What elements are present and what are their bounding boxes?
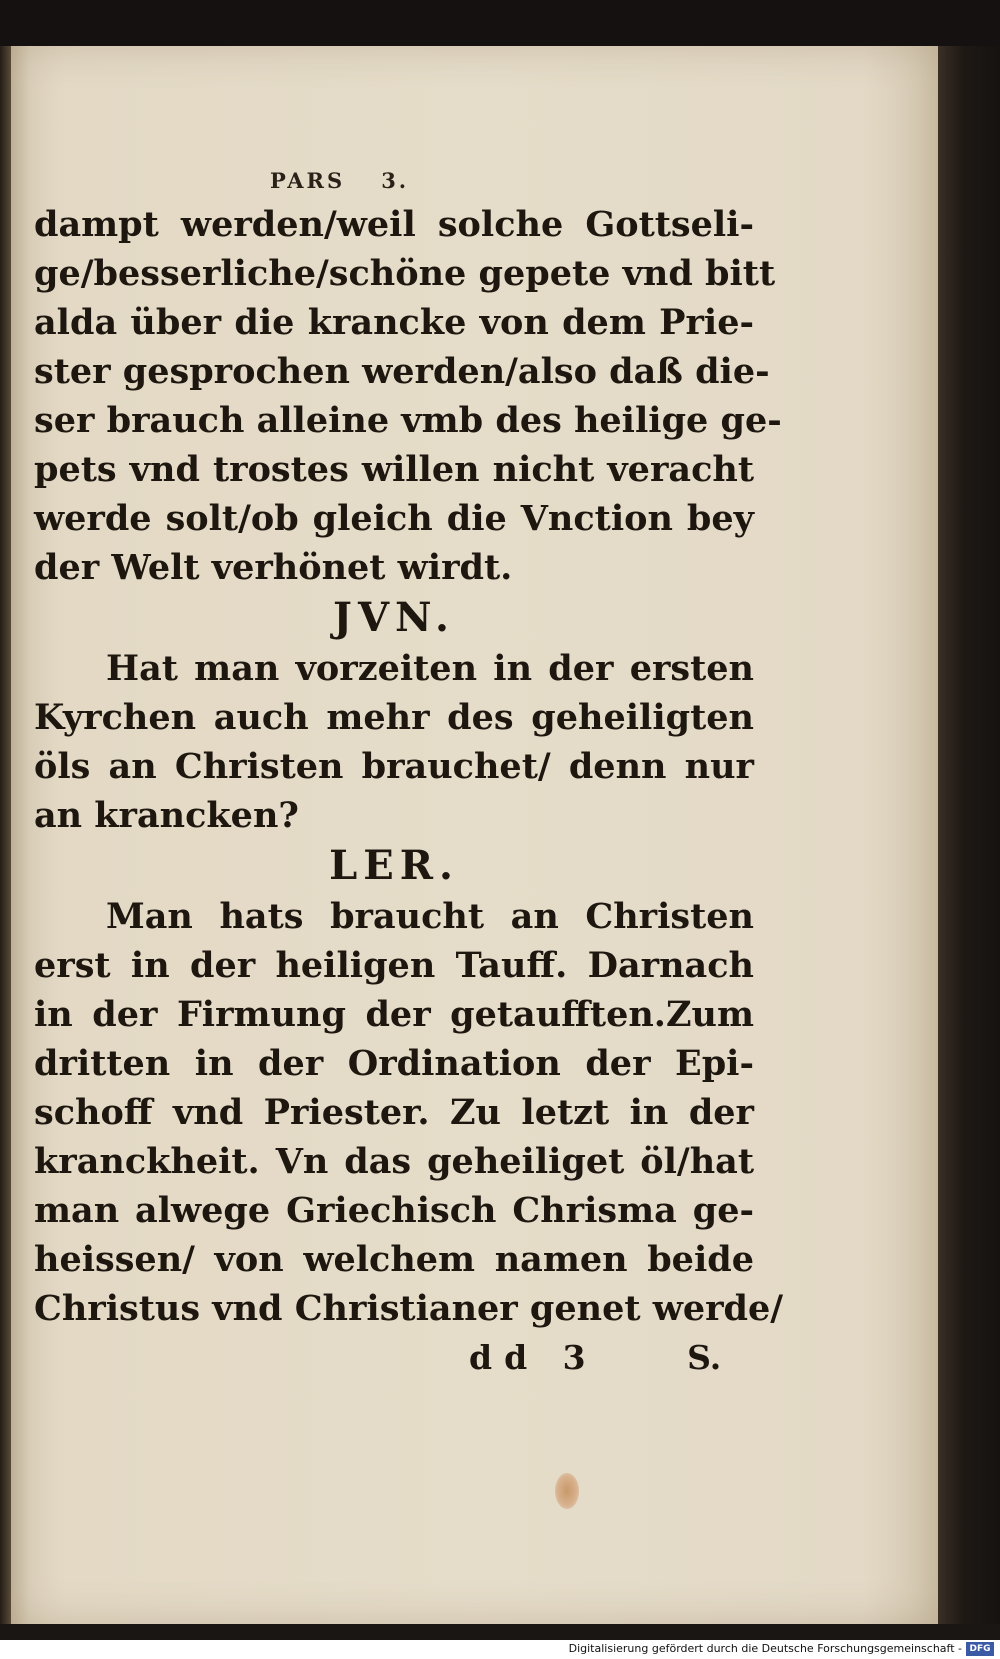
scan-background-top [0,0,1000,48]
text-line: öls an Christen brauchet/ denn nur [34,746,754,787]
heading-jun: JVN. [333,594,455,641]
answer-paragraph [34,892,784,1333]
page-text [34,200,784,1382]
page-footer [34,1333,754,1382]
text-line: kranckheit. Vn das geheiliget öl/hat [34,1141,754,1182]
text-line: Kyrchen auch mehr des geheiligten [34,697,754,738]
text-line: erst in der heiligen Tauff. Darnach [34,945,754,986]
question-paragraph [34,644,754,840]
heading-ler: LER. [329,842,459,889]
text-line: ster gesprochen werden/also daß die- [34,351,770,392]
text-line: ser brauch alleine vmb des heilige ge- [34,400,782,441]
header-pars: PARS [270,167,346,193]
running-header [270,165,490,195]
text-line: heissen/ von welchem namen beide [34,1239,754,1280]
text-line: dritten in der Ordination der Epi- [34,1043,754,1084]
text-line: Hat man vorzeiten in der ersten [106,648,754,689]
text-line: Man hats braucht an Christen [106,896,754,937]
body-paragraph [34,200,782,592]
text-line: alda über die krancke von dem Prie- [34,302,754,343]
paper-stain [555,1473,579,1509]
text-line: Christus vnd Christianer genet werde/ [34,1288,784,1329]
text-line: pets vnd trostes willen nicht veracht [34,449,754,490]
text-line: an krancken? [34,795,299,836]
text-line: dampt werden/weil solche Gottseli- [34,204,754,245]
text-line: der Welt verhönet wirdt. [34,547,513,588]
funding-credit: Digitalisierung gefördert durch die Deutsche Forschungsgemeinschaft - [568,1642,962,1655]
dfg-logo: DFG [966,1642,994,1656]
header-number: 3. [381,167,410,193]
text-line: ge/besserliche/schöne gepete vnd bitt [34,253,776,294]
text-line: man alwege Griechisch Chrisma ge- [34,1190,754,1231]
text-line: werde solt/ob gleich die Vnction bey [34,498,754,539]
page-left-edge [0,46,11,1624]
catchword: S. [687,1338,722,1377]
text-line: schoff vnd Priester. Zu letzt in der [34,1092,754,1133]
page-right-edge [938,46,1000,1624]
text-line: in der Firmung der getaufften.Zum [34,994,754,1035]
signature-mark: dd 3 [469,1338,598,1377]
